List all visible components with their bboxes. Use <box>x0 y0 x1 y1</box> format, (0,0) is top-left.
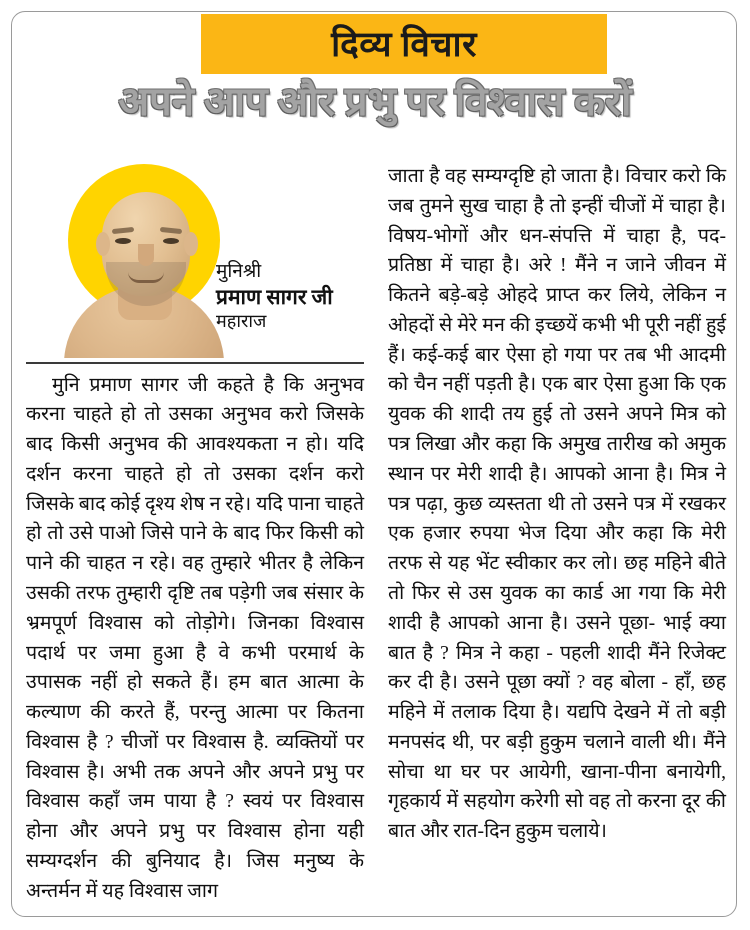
portrait-eye-left <box>115 238 131 244</box>
portrait-figure <box>26 162 364 358</box>
portrait-nose <box>138 244 154 266</box>
caption-title: महाराज <box>216 311 267 332</box>
article-headline: अपने आप और प्रभु पर विश्वास करों <box>118 79 632 124</box>
caption-honorific: मुनिश्री <box>216 261 262 282</box>
portrait-mouth <box>128 272 164 283</box>
left-column <box>26 162 364 907</box>
right-column <box>388 162 726 907</box>
caption-name: प्रमाण सागर जी <box>216 284 333 309</box>
newspaper-clipping <box>11 11 737 917</box>
masthead-banner <box>201 14 607 74</box>
portrait-eye-right <box>163 238 179 244</box>
article-body-right: जाता है वह सम्यग्दृष्टि हो जाता है। विचार करो कि जब तुमने सुख चाहा है तो इन्हीं चीजों में चाहा है। विषय-भोगों और धन-संपत्ति में चाहा है, पद-प्रतिष्ठा में चाहा है। अरे ! मैंने न जाने जीवन में कितने बड़े-बड़े ओहदे प्राप्त कर लिये, लेकिन न ओहदों से मेरे मन की इच्छयें कभी भी पूरी नहीं हुई हैं। कई-कई बार ऐसा हो गया पर तब भी आदमी को चैन नहीं पड़ती है। एक बार ऐसा हुआ कि एक युवक की शादी तय हुई तो उसने अपने मित्र को पत्र लिखा और कहा कि अमुख तारीख को अमुक स्थान पर मेरी शादी है। आपको आना है। मित्र ने पत्र पढ़ा, कुछ व्यस्तता थी तो उसने पत्र में रखकर एक हजार रुपया भेज दिया और कहा कि मेरी तरफ से यह भेंट स्वीकार कर लो। छह महिने बीते तो फिर से उस युवक का कार्ड आ गया कि मेरी शादी है आपको आना है। उसने पूछा- भाई क्या बात है ? मित्र ने कहा - पहली शादी मैंने रिजेक्ट कर दी है। उसने पूछा क्यों ? वह बोला - हाँ, छह महिने में तलाक दिया है। यद्यपि देखने में तो बड़ी मनपसंद थी, पर बड़ी हुकुम चलाने वाली थी। मैंने सोचा था घर पर आयेगी, खाना-पीना बनायेगी, गृहकार्य में सहयोग करेगी सो वह तो करना दूर की बात और रात-दिन हुकुम चलाये। <box>388 166 726 843</box>
portrait-ear-right <box>184 232 198 256</box>
article-body-left: मुनि प्रमाण सागर जी कहते है कि अनुभव करना चाहते हो तो उसका अनुभव करो जिसके बाद किसी अनुभव की आवश्यकता न हो। यदि दर्शन करना चाहते हो तो उसका दर्शन करो जिसके बाद कोई दृश्य शेष न रहे। यदि पाना चाहते हो तो उसे पाओ जिसे पाने के बाद फिर किसी को पाने की चाहत न रहे। वह तुम्हारे भीतर है लेकिन उसकी तरफ तुम्हारी दृष्टि तब पड़ेगी जब संसार के भ्रमपूर्ण विश्वास को तोड़ोगे। जिनका विश्वास पदार्थ पर जमा हुआ है वे कभी परमार्थ के उपासक नहीं हो सकते हैं। हम बात आत्मा के कल्याण की करते हैं, परन्तु आत्मा पर कितना विश्वास है ? चीजों पर विश्वास है. व्यक्तियों पर विश्वास है। अभी तक अपने और अपने प्रभु पर विश्वास कहाँ जम पाया है ? स्वयं पर विश्वास होना और अपने प्रभु पर विश्वास होना यही सम्यग्दर्शन की बुनियाद है। जिस मनुष्य के अन्तर्मन में यह विश्वास जाग <box>26 374 364 902</box>
monk-portrait-photo <box>56 170 232 358</box>
caption-divider <box>26 362 364 364</box>
masthead-title: दिव्य विचार <box>331 24 477 64</box>
portrait-caption <box>216 260 366 333</box>
portrait-ear-left <box>96 232 110 256</box>
article-columns <box>26 162 726 907</box>
